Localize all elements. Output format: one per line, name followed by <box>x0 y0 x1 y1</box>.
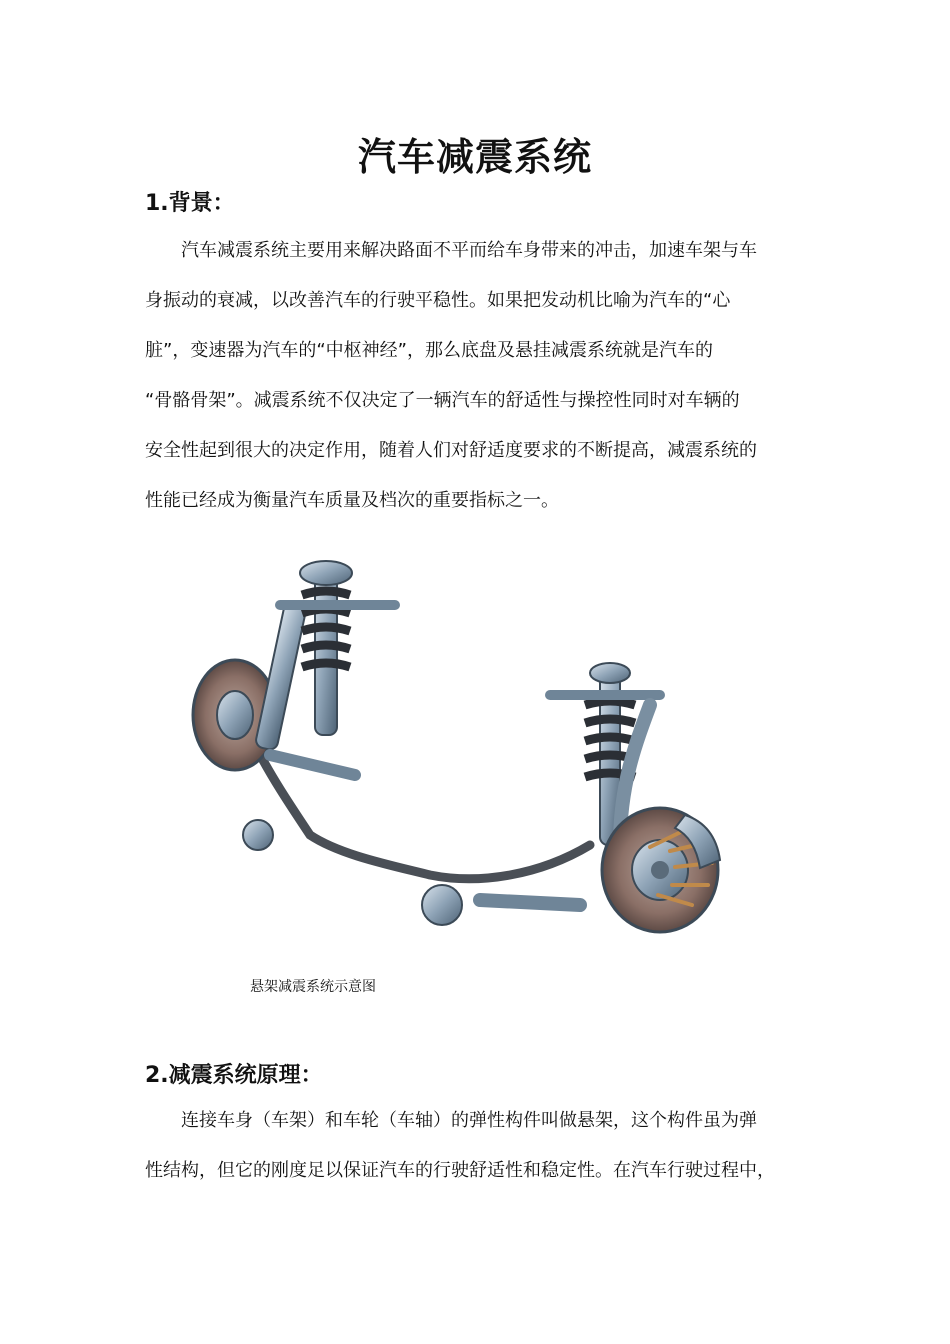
paragraph-line: 汽车减震系统主要用来解决路面不平而给车身带来的冲击，加速车架与车 <box>181 240 757 261</box>
right-wheel-assembly <box>422 663 720 932</box>
paragraph-line: 安全性起到很大的决定作用，随着人们对舒适度要求的不断提高，减震系统的 <box>145 440 757 461</box>
figure-caption: 悬架减震系统示意图 <box>250 979 376 995</box>
background-paragraph <box>145 226 807 526</box>
paragraph-line: 性结构，但它的刚度足以保证汽车的行驶舒适性和稳定性。在汽车行驶过程中， <box>145 1160 775 1181</box>
paragraph-line: 脏”，变速器为汽车的“中枢神经”，那么底盘及悬挂减震系统就是汽车的 <box>145 340 713 361</box>
document-title: 汽车减震系统 <box>357 134 592 179</box>
section-heading-principle: 2.减震系统原理： <box>145 1063 323 1088</box>
paragraph-line: “骨骼骨架”。减震系统不仅决定了一辆汽车的舒适性与操控性同时对车辆的 <box>145 390 740 411</box>
paragraph-line: 连接车身（车架）和车轮（车轴）的弹性构件叫做悬架，这个构件虽为弹 <box>181 1110 757 1131</box>
paragraph-line: 身振动的衰减，以改善汽车的行驶平稳性。如果把发动机比喻为汽车的“心 <box>145 290 731 311</box>
paragraph-line: 性能已经成为衡量汽车质量及档次的重要指标之一。 <box>145 490 559 511</box>
section-heading-background: 1.背景： <box>145 191 235 216</box>
principle-paragraph <box>145 1096 807 1196</box>
suspension-system-illustration <box>180 545 740 965</box>
